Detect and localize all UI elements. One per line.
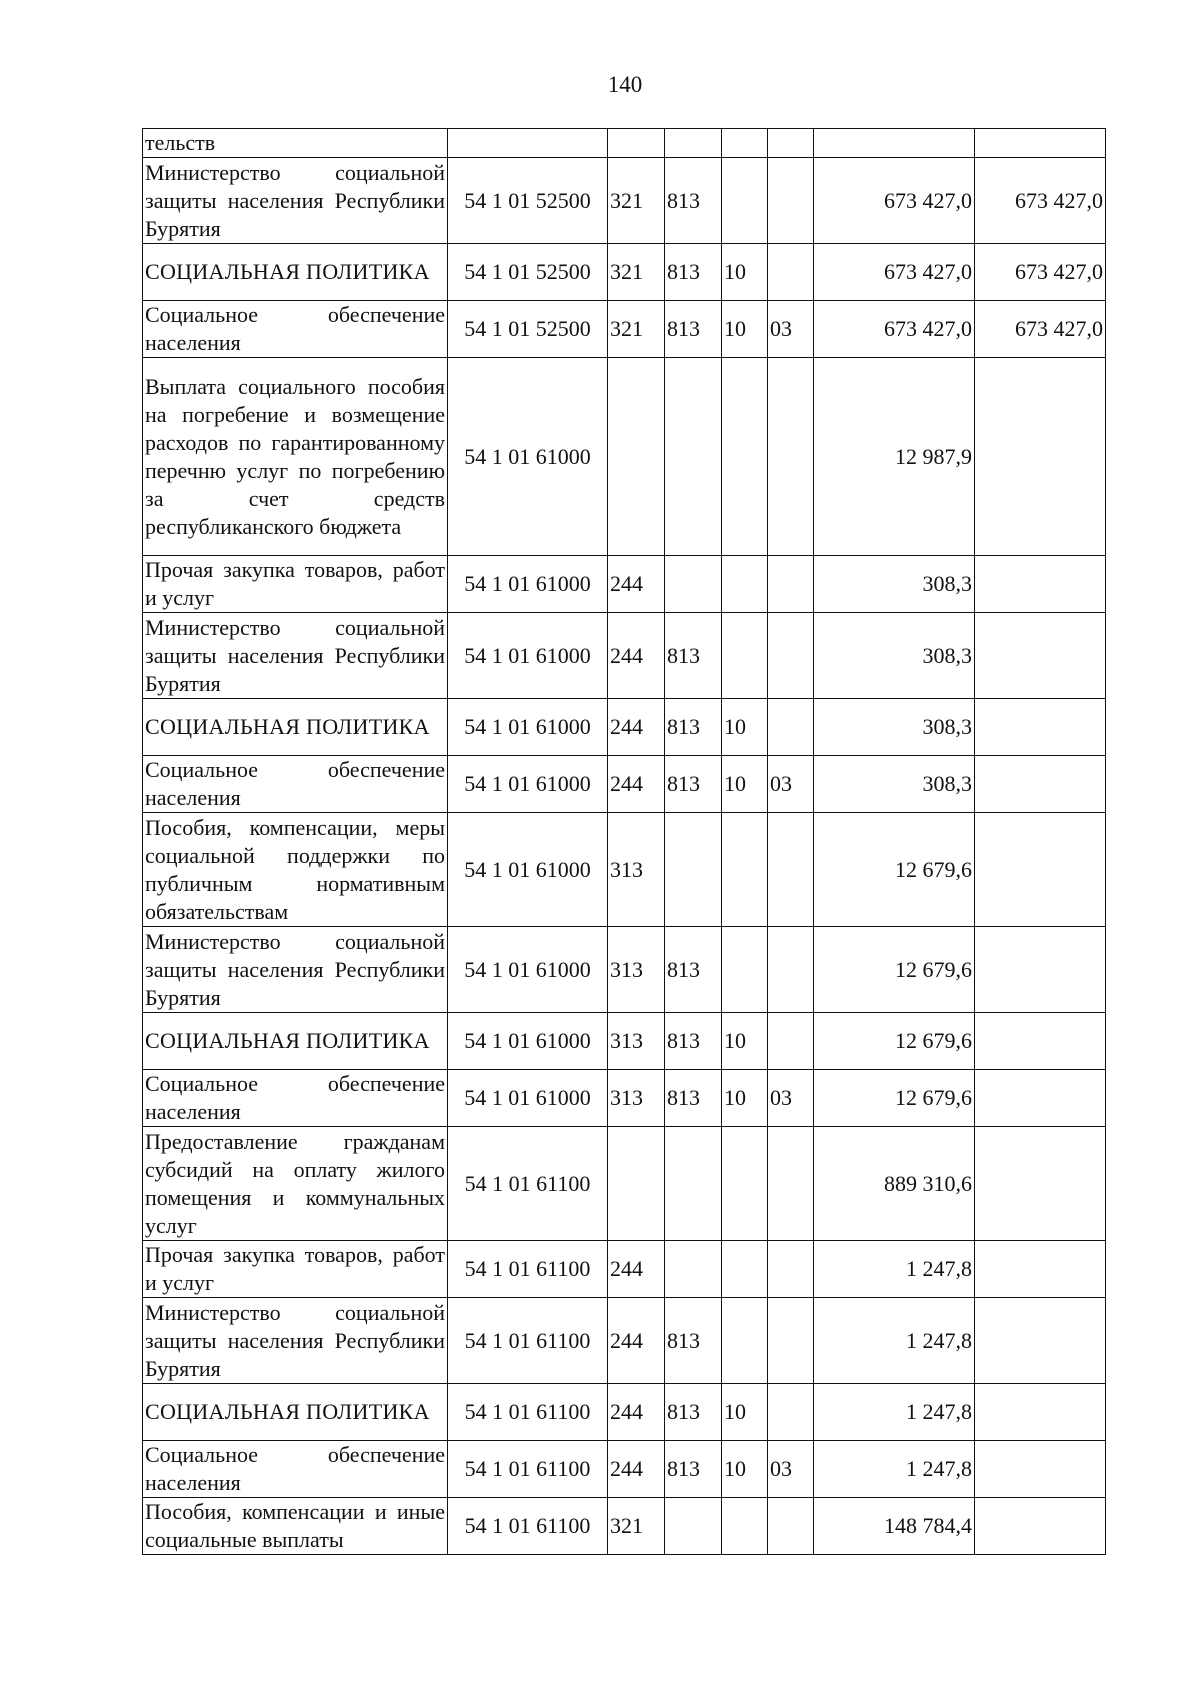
table-row [143, 301, 1106, 358]
budget-manager-cell [665, 1498, 722, 1555]
table-row [143, 1441, 1106, 1498]
subsection-cell [768, 1127, 814, 1241]
subsection-cell [768, 699, 814, 756]
table-row [143, 358, 1106, 556]
expense-type-cell: 313 [608, 927, 665, 1013]
subsection-cell [768, 1013, 814, 1070]
budget-manager-cell: 813 [665, 244, 722, 301]
amount-cell: 308,3 [814, 699, 975, 756]
table-row [143, 756, 1106, 813]
target-article-cell: 54 1 01 61100 [448, 1241, 608, 1298]
target-article-cell: 54 1 01 61100 [448, 1384, 608, 1441]
row-name-cell: Социальное обеспечение населения [143, 756, 448, 813]
page-number: 140 [607, 72, 643, 97]
table-row [143, 813, 1106, 927]
budget-manager-cell: 813 [665, 756, 722, 813]
table-row [143, 1070, 1106, 1127]
amount-cell: 308,3 [814, 556, 975, 613]
table-row [143, 1498, 1106, 1555]
expense-type-cell [608, 358, 665, 556]
table-row [143, 1241, 1106, 1298]
budget-manager-cell: 813 [665, 1070, 722, 1127]
budget-manager-cell [665, 813, 722, 927]
budget-manager-cell: 813 [665, 1441, 722, 1498]
expense-type-cell [608, 1127, 665, 1241]
section-cell: 10 [722, 1441, 768, 1498]
expense-type-cell: 321 [608, 1498, 665, 1555]
subsection-cell [768, 613, 814, 699]
section-cell [722, 358, 768, 556]
row-name-cell: Прочая закупка товаров, работ и услуг [143, 1241, 448, 1298]
budget-manager-cell: 813 [665, 613, 722, 699]
subsection-cell [768, 1298, 814, 1384]
subsection-cell [768, 244, 814, 301]
subsection-cell: 03 [768, 756, 814, 813]
target-article-cell: 54 1 01 61100 [448, 1127, 608, 1241]
federal-amount-cell [975, 1013, 1106, 1070]
federal-amount-cell [975, 613, 1106, 699]
amount-cell: 12 987,9 [814, 358, 975, 556]
expense-type-cell: 244 [608, 556, 665, 613]
table-row [143, 244, 1106, 301]
target-article-cell: 54 1 01 52500 [448, 301, 608, 358]
budget-manager-cell: 813 [665, 1298, 722, 1384]
federal-amount-cell [975, 129, 1106, 158]
target-article-cell: 54 1 01 61000 [448, 613, 608, 699]
subsection-cell [768, 1384, 814, 1441]
federal-amount-cell [975, 1498, 1106, 1555]
section-cell [722, 813, 768, 927]
section-cell [722, 1127, 768, 1241]
budget-table [142, 128, 1106, 1555]
expense-type-cell: 321 [608, 158, 665, 244]
row-name-cell: Министерство социальной защиты населения Республики Бурятия [143, 158, 448, 244]
section-cell: 10 [722, 1384, 768, 1441]
row-name-cell: Социальное обеспечение населения [143, 301, 448, 358]
table-row [143, 1127, 1106, 1241]
row-name-cell: Министерство социальной защиты населения Республики Бурятия [143, 613, 448, 699]
target-article-cell: 54 1 01 61100 [448, 1298, 608, 1384]
federal-amount-cell [975, 1384, 1106, 1441]
section-cell: 10 [722, 756, 768, 813]
expense-type-cell: 313 [608, 813, 665, 927]
federal-amount-cell [975, 813, 1106, 927]
budget-manager-cell: 813 [665, 927, 722, 1013]
federal-amount-cell [975, 358, 1106, 556]
section-cell [722, 158, 768, 244]
subsection-cell [768, 129, 814, 158]
table-row [143, 158, 1106, 244]
row-name-cell: СОЦИАЛЬНАЯ ПОЛИТИКА [143, 1013, 448, 1070]
table-row [143, 613, 1106, 699]
expense-type-cell: 244 [608, 1241, 665, 1298]
row-name-cell: Министерство социальной защиты населения Республики Бурятия [143, 927, 448, 1013]
table-row [143, 1298, 1106, 1384]
table-row [143, 129, 1106, 158]
row-name-cell: СОЦИАЛЬНАЯ ПОЛИТИКА [143, 699, 448, 756]
budget-table-body [143, 129, 1106, 1555]
section-cell: 10 [722, 1013, 768, 1070]
amount-cell: 12 679,6 [814, 1070, 975, 1127]
table-row [143, 927, 1106, 1013]
target-article-cell: 54 1 01 52500 [448, 244, 608, 301]
expense-type-cell: 321 [608, 301, 665, 358]
section-cell [722, 1298, 768, 1384]
target-article-cell: 54 1 01 61000 [448, 927, 608, 1013]
expense-type-cell: 244 [608, 756, 665, 813]
expense-type-cell: 313 [608, 1070, 665, 1127]
section-cell: 10 [722, 699, 768, 756]
row-name-cell: Пособия, компенсации, меры социальной поддержки по публичным нормативным обязательствам [143, 813, 448, 927]
amount-cell: 1 247,8 [814, 1298, 975, 1384]
target-article-cell: 54 1 01 61000 [448, 556, 608, 613]
row-name-cell: СОЦИАЛЬНАЯ ПОЛИТИКА [143, 1384, 448, 1441]
subsection-cell: 03 [768, 1441, 814, 1498]
target-article-cell: 54 1 01 52500 [448, 158, 608, 244]
amount-cell [814, 129, 975, 158]
expense-type-cell: 244 [608, 699, 665, 756]
table-row [143, 1384, 1106, 1441]
subsection-cell [768, 927, 814, 1013]
federal-amount-cell [975, 927, 1106, 1013]
target-article-cell: 54 1 01 61000 [448, 1013, 608, 1070]
section-cell [722, 1241, 768, 1298]
amount-cell: 889 310,6 [814, 1127, 975, 1241]
subsection-cell [768, 556, 814, 613]
expense-type-cell: 244 [608, 1384, 665, 1441]
federal-amount-cell: 673 427,0 [975, 158, 1106, 244]
subsection-cell [768, 813, 814, 927]
section-cell: 10 [722, 1070, 768, 1127]
target-article-cell: 54 1 01 61000 [448, 699, 608, 756]
section-cell: 10 [722, 301, 768, 358]
budget-manager-cell [665, 1127, 722, 1241]
amount-cell: 12 679,6 [814, 927, 975, 1013]
row-name-cell: Прочая закупка товаров, работ и услуг [143, 556, 448, 613]
row-name-cell: СОЦИАЛЬНАЯ ПОЛИТИКА [143, 244, 448, 301]
budget-manager-cell: 813 [665, 1013, 722, 1070]
amount-cell: 308,3 [814, 613, 975, 699]
budget-manager-cell: 813 [665, 1384, 722, 1441]
budget-manager-cell: 813 [665, 301, 722, 358]
section-cell [722, 129, 768, 158]
budget-manager-cell: 813 [665, 699, 722, 756]
row-name-cell: Социальное обеспечение населения [143, 1070, 448, 1127]
subsection-cell: 03 [768, 301, 814, 358]
expense-type-cell: 244 [608, 613, 665, 699]
subsection-cell [768, 1241, 814, 1298]
budget-manager-cell: 813 [665, 158, 722, 244]
amount-cell: 1 247,8 [814, 1441, 975, 1498]
budget-manager-cell [665, 1241, 722, 1298]
section-cell: 10 [722, 244, 768, 301]
table-row [143, 556, 1106, 613]
federal-amount-cell [975, 1298, 1106, 1384]
row-name-cell: Пособия, компенсации и иные социальные выплаты [143, 1498, 448, 1555]
expense-type-cell: 244 [608, 1441, 665, 1498]
target-article-cell: 54 1 01 61000 [448, 756, 608, 813]
target-article-cell: 54 1 01 61100 [448, 1498, 608, 1555]
row-name-cell: тельств [143, 129, 448, 158]
amount-cell: 1 247,8 [814, 1241, 975, 1298]
target-article-cell: 54 1 01 61100 [448, 1441, 608, 1498]
row-name-cell: Предоставление гражданам субсидий на оплату жилого помещения и коммунальных услуг [143, 1127, 448, 1241]
expense-type-cell: 321 [608, 244, 665, 301]
amount-cell: 12 679,6 [814, 1013, 975, 1070]
row-name-cell: Министерство социальной защиты населения Республики Бурятия [143, 1298, 448, 1384]
federal-amount-cell [975, 1127, 1106, 1241]
budget-manager-cell [665, 556, 722, 613]
subsection-cell: 03 [768, 1070, 814, 1127]
amount-cell: 673 427,0 [814, 158, 975, 244]
amount-cell: 12 679,6 [814, 813, 975, 927]
federal-amount-cell: 673 427,0 [975, 301, 1106, 358]
budget-manager-cell [665, 358, 722, 556]
federal-amount-cell [975, 556, 1106, 613]
budget-manager-cell [665, 129, 722, 158]
federal-amount-cell [975, 1441, 1106, 1498]
federal-amount-cell [975, 699, 1106, 756]
section-cell [722, 927, 768, 1013]
table-row [143, 699, 1106, 756]
section-cell [722, 556, 768, 613]
table-row [143, 1013, 1106, 1070]
target-article-cell [448, 129, 608, 158]
section-cell [722, 1498, 768, 1555]
target-article-cell: 54 1 01 61000 [448, 813, 608, 927]
amount-cell: 1 247,8 [814, 1384, 975, 1441]
expense-type-cell: 244 [608, 1298, 665, 1384]
expense-type-cell [608, 129, 665, 158]
federal-amount-cell [975, 1241, 1106, 1298]
subsection-cell [768, 358, 814, 556]
amount-cell: 148 784,4 [814, 1498, 975, 1555]
federal-amount-cell: 673 427,0 [975, 244, 1106, 301]
target-article-cell: 54 1 01 61000 [448, 358, 608, 556]
amount-cell: 308,3 [814, 756, 975, 813]
row-name-cell: Социальное обеспечение населения [143, 1441, 448, 1498]
federal-amount-cell [975, 756, 1106, 813]
section-cell [722, 613, 768, 699]
federal-amount-cell [975, 1070, 1106, 1127]
subsection-cell [768, 1498, 814, 1555]
amount-cell: 673 427,0 [814, 301, 975, 358]
amount-cell: 673 427,0 [814, 244, 975, 301]
row-name-cell: Выплата социального пособия на погребение и возмещение расходов по гарантированному перечню услуг по погребению за счет средств республиканского бюджета [143, 358, 448, 556]
target-article-cell: 54 1 01 61000 [448, 1070, 608, 1127]
expense-type-cell: 313 [608, 1013, 665, 1070]
subsection-cell [768, 158, 814, 244]
